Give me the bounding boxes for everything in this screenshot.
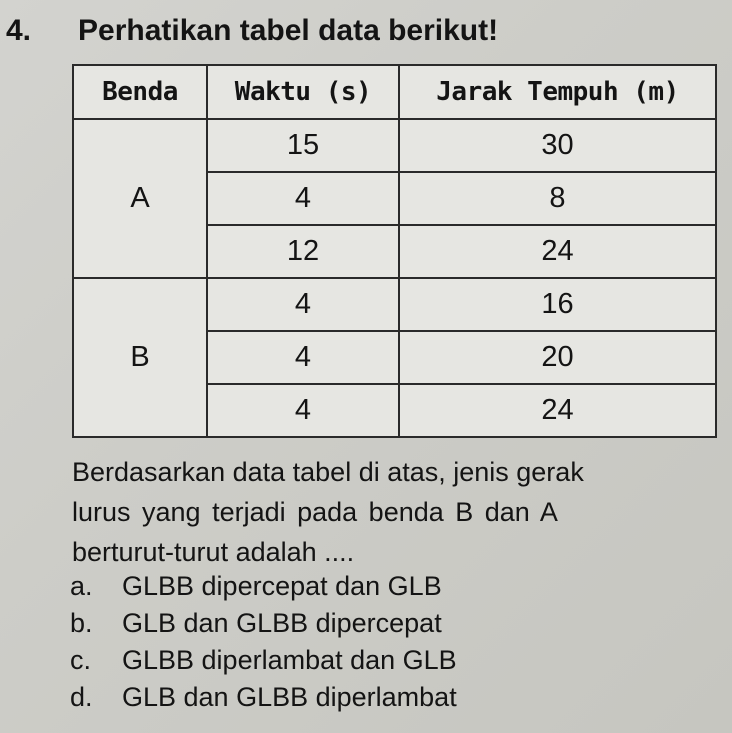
waktu-cell: 4 <box>207 331 399 384</box>
header-jarak: Jarak Tempuh (m) <box>399 65 716 119</box>
waktu-cell: 4 <box>207 384 399 437</box>
paragraph-line: Berdasarkan data tabel di atas, jenis gerak <box>72 457 584 487</box>
waktu-cell: 15 <box>207 119 399 172</box>
benda-cell-b: B <box>73 278 207 437</box>
paragraph-line: berturut-turut adalah .... <box>72 537 355 567</box>
option-text: GLB dan GLBB diperlambat <box>122 682 457 712</box>
header-waktu: Waktu (s) <box>207 65 399 119</box>
jarak-cell: 24 <box>399 384 716 437</box>
option-c[interactable] <box>70 642 457 679</box>
option-d[interactable] <box>70 679 457 716</box>
option-letter: a. <box>70 571 93 601</box>
jarak-cell: 24 <box>399 225 716 278</box>
question-paragraph <box>72 452 722 572</box>
data-table <box>72 64 717 438</box>
question-header <box>6 14 498 48</box>
jarak-cell: 16 <box>399 278 716 331</box>
table-row <box>73 119 716 172</box>
option-text: GLBB dipercepat dan GLB <box>122 571 442 601</box>
option-b[interactable] <box>70 605 457 642</box>
header-benda: Benda <box>73 65 207 119</box>
answer-options <box>70 568 457 716</box>
paragraph-line: lurus yang terjadi pada benda B dan A <box>72 497 558 527</box>
table-row <box>73 278 716 331</box>
option-letter: b. <box>70 608 93 638</box>
benda-cell-a: A <box>73 119 207 278</box>
option-letter: c. <box>70 645 92 675</box>
jarak-cell: 8 <box>399 172 716 225</box>
option-text: GLB dan GLBB dipercepat <box>122 608 442 638</box>
waktu-cell: 4 <box>207 172 399 225</box>
jarak-cell: 20 <box>399 331 716 384</box>
waktu-cell: 4 <box>207 278 399 331</box>
waktu-cell: 12 <box>207 225 399 278</box>
question-title: Perhatikan tabel data berikut! <box>78 14 499 47</box>
option-letter: d. <box>70 682 93 712</box>
jarak-cell: 30 <box>399 119 716 172</box>
table-header-row <box>73 65 716 119</box>
option-text: GLBB diperlambat dan GLB <box>122 645 457 675</box>
option-a[interactable] <box>70 568 457 605</box>
question-number: 4. <box>6 14 32 47</box>
